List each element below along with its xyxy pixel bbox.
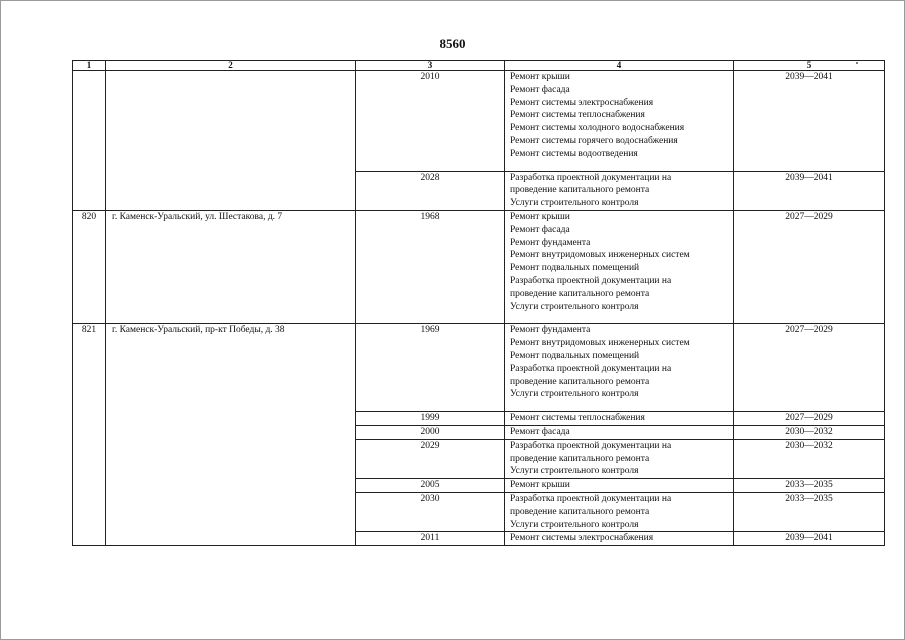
work-item: Разработка проектной документации на bbox=[510, 440, 672, 451]
works-cell bbox=[505, 412, 734, 426]
year-cell: 2029 bbox=[356, 439, 505, 478]
work-item: Ремонт фасада bbox=[510, 84, 570, 95]
work-item: Ремонт фундамента bbox=[510, 325, 591, 336]
work-item: Ремонт крыши bbox=[510, 211, 570, 222]
work-item: Ремонт крыши bbox=[510, 72, 570, 82]
row-number: 820 bbox=[73, 210, 106, 323]
column-header: 1 bbox=[73, 61, 106, 71]
works-cell bbox=[505, 479, 734, 493]
work-item: Разработка проектной документации на bbox=[510, 275, 672, 286]
row-number bbox=[73, 71, 106, 211]
work-item: Ремонт крыши bbox=[510, 480, 570, 491]
period-cell: 2030—2032 bbox=[734, 425, 885, 439]
work-item: Ремонт фасада bbox=[510, 426, 570, 437]
table-row bbox=[73, 324, 885, 412]
work-item: Ремонт системы электроснабжения bbox=[510, 533, 654, 544]
work-item: Услуги строительного контроля bbox=[510, 198, 639, 209]
table-row bbox=[73, 210, 885, 323]
cell-spacer bbox=[510, 161, 729, 171]
work-item: проведение капитального ремонта bbox=[510, 185, 650, 196]
works-cell bbox=[505, 71, 734, 172]
work-item: Ремонт системы холодного водоснабжения bbox=[510, 123, 685, 134]
work-item: Ремонт подвальных помещений bbox=[510, 350, 640, 361]
period-cell: 2027—2029 bbox=[734, 324, 885, 412]
works-cell bbox=[505, 492, 734, 531]
period-cell: 2039—2041 bbox=[734, 71, 885, 172]
table-body bbox=[73, 71, 885, 546]
work-item: Ремонт внутридомовых инженерных систем bbox=[510, 250, 690, 261]
work-item: Разработка проектной документации на bbox=[510, 493, 672, 504]
cell-spacer bbox=[510, 401, 729, 411]
works-cell bbox=[505, 171, 734, 210]
work-item: Ремонт системы горячего водоснабжения bbox=[510, 135, 678, 146]
column-header: 3 bbox=[356, 61, 505, 71]
column-header: 4 bbox=[505, 61, 734, 71]
page-number: 8560 bbox=[439, 36, 466, 51]
year-cell: 2011 bbox=[356, 532, 505, 546]
work-item: Услуги строительного контроля bbox=[510, 466, 639, 477]
cell-spacer bbox=[510, 313, 729, 323]
column-header: 2 bbox=[106, 61, 356, 71]
year-cell: 2010 bbox=[356, 71, 505, 172]
row-number: 821 bbox=[73, 324, 106, 546]
period-cell: 2039—2041 bbox=[734, 171, 885, 210]
year-cell: 1999 bbox=[356, 412, 505, 426]
year-cell: 2005 bbox=[356, 479, 505, 493]
year-cell: 2000 bbox=[356, 425, 505, 439]
work-item: Разработка проектной документации на bbox=[510, 172, 672, 183]
year-cell: 1969 bbox=[356, 324, 505, 412]
building-address: г. Каменск-Уральский, ул. Шестакова, д. 7 bbox=[106, 210, 356, 323]
work-item: проведение капитального ремонта bbox=[510, 288, 650, 299]
period-cell: 2030—2032 bbox=[734, 439, 885, 478]
work-item: Ремонт фундамента bbox=[510, 237, 591, 248]
period-cell: 2033—2035 bbox=[734, 479, 885, 493]
table-row bbox=[73, 71, 885, 172]
works-cell bbox=[505, 425, 734, 439]
work-item: проведение капитального ремонта bbox=[510, 453, 650, 464]
period-cell: 2039—2041 bbox=[734, 532, 885, 546]
year-cell: 2028 bbox=[356, 171, 505, 210]
work-item: Услуги строительного контроля bbox=[510, 519, 639, 530]
works-cell bbox=[505, 439, 734, 478]
work-item: проведение капитального ремонта bbox=[510, 506, 650, 517]
period-cell: 2027—2029 bbox=[734, 412, 885, 426]
building-address: г. Каменск-Уральский, пр-кт Победы, д. 38 bbox=[106, 324, 356, 546]
period-cell: 2033—2035 bbox=[734, 492, 885, 531]
period-cell: 2027—2029 bbox=[734, 210, 885, 323]
building-address bbox=[106, 71, 356, 211]
work-item: Услуги строительного контроля bbox=[510, 301, 639, 312]
work-item: Услуги строительного контроля bbox=[510, 389, 639, 400]
works-cell bbox=[505, 532, 734, 546]
work-item: Разработка проектной документации на bbox=[510, 363, 672, 374]
work-item: Ремонт системы теплоснабжения bbox=[510, 413, 645, 424]
column-header: 5 bbox=[734, 61, 885, 71]
year-cell: 2030 bbox=[356, 492, 505, 531]
work-item: Ремонт системы теплоснабжения bbox=[510, 110, 645, 121]
work-item: Ремонт подвальных помещений bbox=[510, 263, 640, 274]
work-item: проведение капитального ремонта bbox=[510, 376, 650, 387]
work-item: Ремонт фасада bbox=[510, 224, 570, 235]
works-cell bbox=[505, 210, 734, 323]
repair-schedule-table bbox=[72, 60, 885, 546]
works-cell bbox=[505, 324, 734, 412]
work-item: Ремонт внутридомовых инженерных систем bbox=[510, 338, 690, 349]
work-item: Ремонт системы водоотведения bbox=[510, 148, 638, 159]
work-item: Ремонт системы электроснабжения bbox=[510, 97, 654, 108]
year-cell: 1968 bbox=[356, 210, 505, 323]
header-row bbox=[73, 61, 885, 71]
